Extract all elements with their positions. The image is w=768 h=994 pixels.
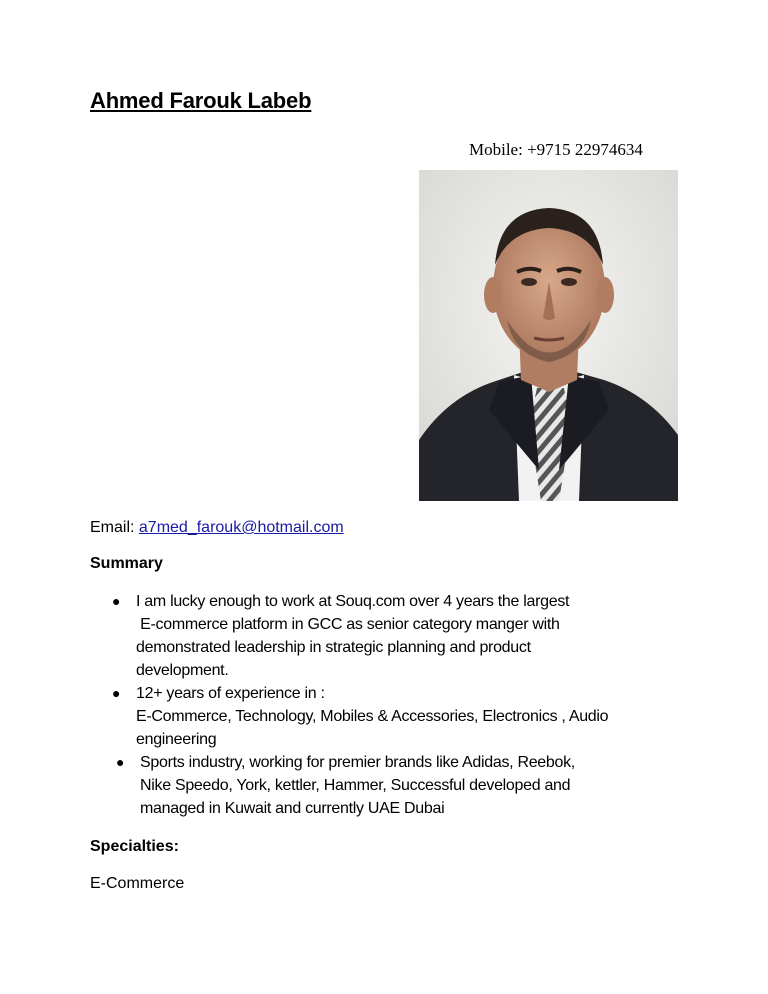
email-link[interactable]: a7med_farouk@hotmail.com [138, 519, 344, 536]
list-item-line: development. [136, 662, 229, 679]
bullet-icon: ● [112, 685, 121, 701]
candidate-name: Ahmed Farouk Labeb [90, 88, 312, 113]
specialty-item: E-Commerce [90, 875, 185, 892]
list-item-line: E-commerce platform in GCC as senior category manger with [136, 616, 560, 633]
list-item-line: I am lucky enough to work at Souq.com over 4 years the largest [136, 593, 570, 610]
email-line [90, 519, 344, 537]
bullet-icon: ● [116, 754, 125, 770]
list-item [90, 751, 690, 820]
mobile-number: Mobile: +9715 22974634 [469, 140, 643, 159]
list-item-line: demonstrated leadership in strategic planning and product [136, 639, 531, 656]
list-item-line: engineering [136, 731, 217, 748]
list-item-line: Sports industry, working for premier brands like Adidas, Reebok, [140, 754, 575, 771]
summary-list [90, 590, 690, 820]
list-item [90, 682, 690, 751]
email-label: Email: [90, 519, 139, 536]
bullet-icon: ● [112, 593, 121, 609]
specialties-heading: Specialties: [90, 838, 179, 855]
list-item-line: managed in Kuwait and currently UAE Dubai [140, 800, 445, 817]
list-item [90, 590, 690, 682]
profile-photo [419, 170, 678, 501]
list-item-line: E-Commerce, Technology, Mobiles & Accessories, Electronics , Audio [136, 708, 609, 725]
list-item-line: 12+ years of experience in : [136, 685, 325, 702]
list-item-line: Nike Speedo, York, kettler, Hammer, Successful developed and [140, 777, 571, 794]
summary-heading: Summary [90, 555, 163, 572]
